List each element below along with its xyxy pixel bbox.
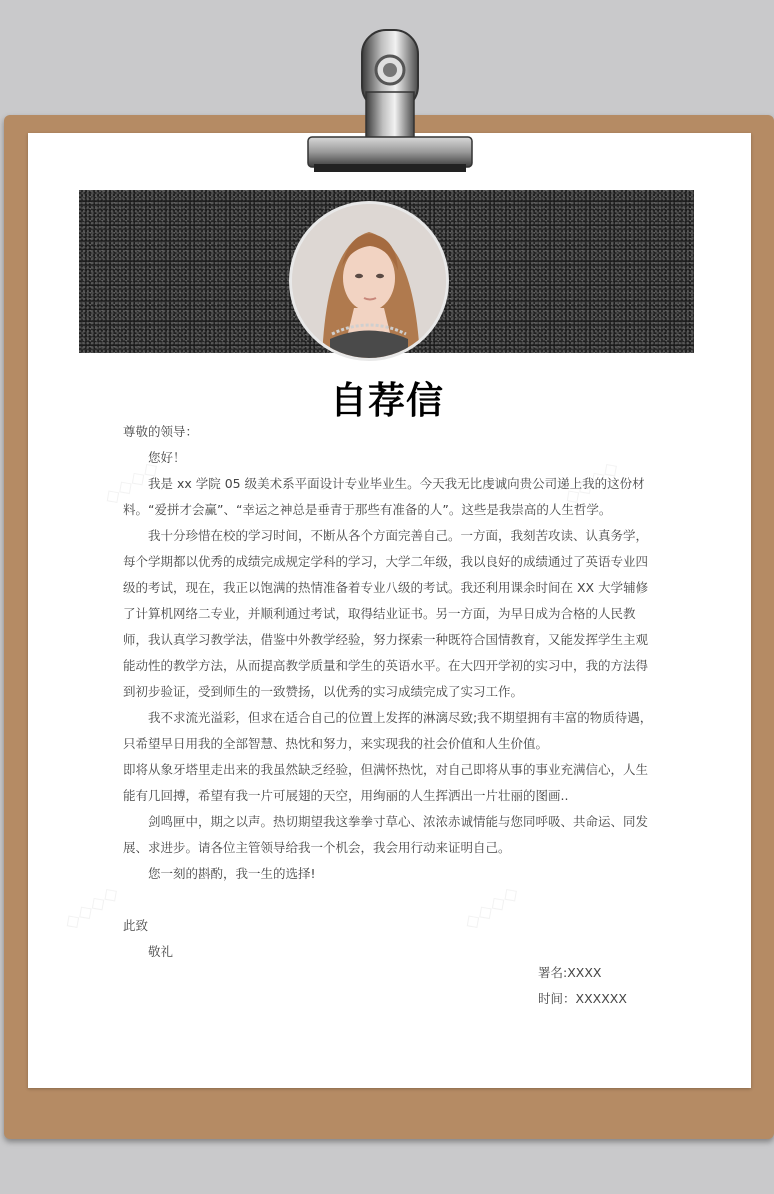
greeting: 您好！ bbox=[148, 450, 186, 465]
paragraph-aspiration: 我不求流光溢彩，但求在适合自己的位置上发挥的淋漓尽致;我不期望拥有丰富的物质待遇，只希望早日用我的全部智慧、热忱和努力，来实现我的社会价值和人生价值。 bbox=[123, 710, 653, 751]
letter-title: 自荐信 bbox=[330, 379, 444, 422]
watermark-mark: ◇◇◇◇ bbox=[558, 454, 623, 510]
regards: 敬礼 bbox=[148, 944, 174, 959]
watermark-mark: ◇◇◇◇ bbox=[458, 879, 523, 935]
date: 时间：XXXXXX bbox=[538, 991, 627, 1006]
watermark-mark: ◇◇◇◇ bbox=[58, 879, 123, 935]
salutation: 尊敬的领导： bbox=[123, 424, 199, 439]
paragraph-request: 剑鸣匣中，期之以声。热切期望我这拳拳寸草心、浓浓赤诚情能与您同呼吸、共命运、同发展、求进步。请各位主管领导给我一个机会，我会用行动来证明自己。 bbox=[123, 814, 649, 855]
signature: 署名:XXXX bbox=[538, 965, 602, 980]
binder-clip-icon bbox=[300, 22, 480, 177]
profile-photo bbox=[289, 201, 449, 361]
closing-line: 您一刻的斟酌，我一生的选择! bbox=[148, 866, 316, 881]
closing: 此致 bbox=[123, 918, 149, 933]
paragraph-study: 我十分珍惜在校的学习时间，不断从各个方面完善自己。一方面，我刻苦攻读、认真务学，每个学期都以优秀的成绩完成规定学科的学习，大学二年级，我以良好的成绩通过了英语专业四级的考试，现在，我正以饱满的热情准备着专业八级的考试。我还利用课余时间在 XX 大学辅修了计算机网络二专业，并顺利通过考试，取得结业证书。另一方面，为早日成为合格的人民教师，我认真学习教学法，借鉴中外教学经验，努力探索一种既符合国情教育，又能发挥学生主观能动性的教学方法，从而提高教学质量和学生的英语水平。在大四开学初的实习中，我的方法得到初步验证，受到师生的一致赞扬，以优秀的实习成绩完成了实习工作。 bbox=[123, 528, 649, 699]
paragraph-confidence: 即将从象牙塔里走出来的我虽然缺乏经验，但满怀热忱，对自己即将从事的事业充满信心，人生能有几回搏，希望有我一片可展翅的天空，用绚丽的人生挥洒出一片壮丽的图画.. bbox=[123, 762, 649, 803]
watermark-mark: ◇◇◇◇ bbox=[98, 454, 163, 510]
paragraph-intro: 我是 xx 学院 05 级美术系平面设计专业毕业生。今天我无比虔诚向贵公司递上我的这份材料。“爱拼才会赢”、“幸运之神总是垂青于那些有准备的人”。这些是我崇高的人生哲学。 bbox=[123, 476, 645, 517]
